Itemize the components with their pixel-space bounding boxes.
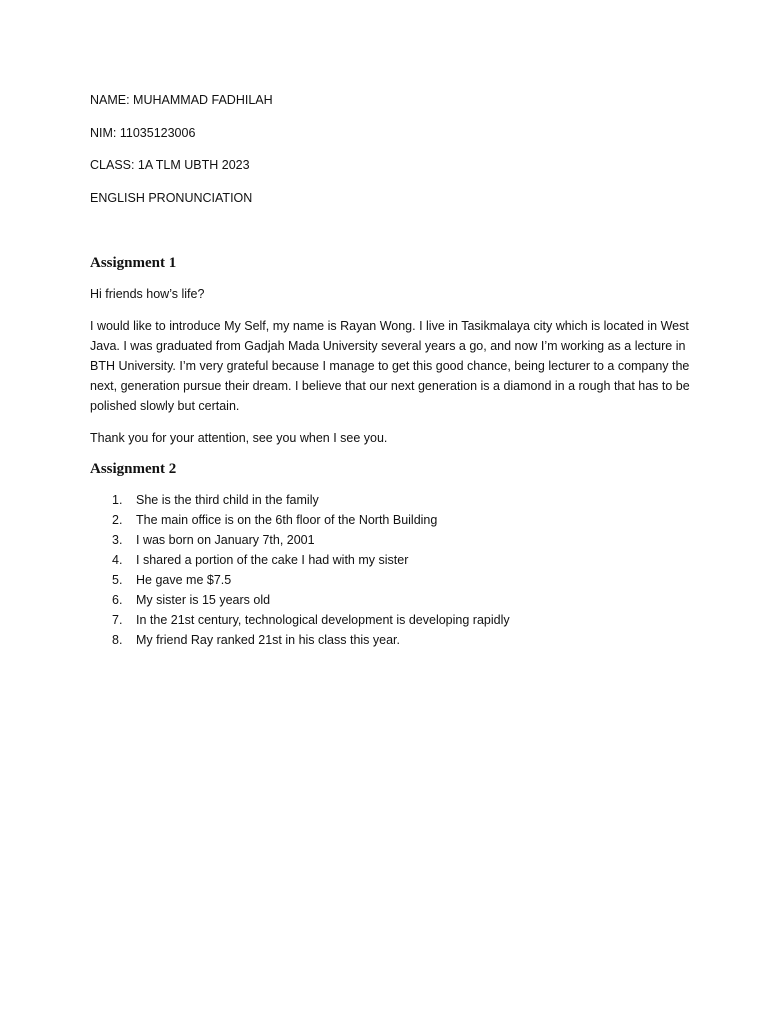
assignment-1-body: I would like to introduce My Self, my name is Rayan Wong. I live in Tasikmalaya city which is located in West Java. I was graduated from Gadjah Mada University several years a go, and now I’m working as a lecture in BTH University. I’m very grateful because I manage to get this good chance, being lecturer to a company the next, generation pursue their dream. I believe that our next generation is a diamond in a rough that has to be polished slowly but certain. [90,318,690,413]
subject-title: ENGLISH PRONUNCIATION [90,190,253,205]
list-item-text: He gave me $7.5 [136,572,232,587]
list-item-text: She is the third child in the family [136,492,319,507]
list-item-text: The main office is on the 6th floor of the North Building [136,512,438,527]
list-item-text: My sister is 15 years old [136,592,271,607]
list-item [90,590,690,610]
list-item-text: In the 21st century, technological development is developing rapidly [136,612,510,627]
list-item [90,570,690,590]
list-item-number: 4. [112,552,123,567]
student-nim: NIM: 11035123006 [90,125,196,140]
assignment-1-heading: Assignment 1 [90,254,177,271]
list-item-number: 2. [112,512,123,527]
list-item-text: I shared a portion of the cake I had with my sister [136,552,409,567]
list-item [90,510,690,530]
document-page [90,92,690,650]
list-item-number: 8. [112,632,123,647]
list-item-number: 7. [112,612,123,627]
list-item-number: 1. [112,492,123,507]
list-item-number: 5. [112,572,123,587]
student-class: CLASS: 1A TLM UBTH 2023 [90,158,250,172]
student-name: NAME: MUHAMMAD FADHILAH [90,93,273,107]
list-item-number: 3. [112,532,123,547]
assignment-2-heading: Assignment 2 [90,460,177,477]
assignment-1-greeting: Hi friends how’s life? [90,286,205,301]
assignment-1-closing: Thank you for your attention, see you when I see you. [90,430,388,445]
list-item-text: My friend Ray ranked 21st in his class this year. [136,632,401,647]
list-item [90,610,690,630]
list-item [90,550,690,570]
assignment-2-list [90,490,690,650]
list-item-text: I was born on January 7th, 2001 [136,532,315,547]
list-item [90,630,690,650]
list-item-number: 6. [112,592,123,607]
list-item [90,490,690,510]
list-item [90,530,690,550]
